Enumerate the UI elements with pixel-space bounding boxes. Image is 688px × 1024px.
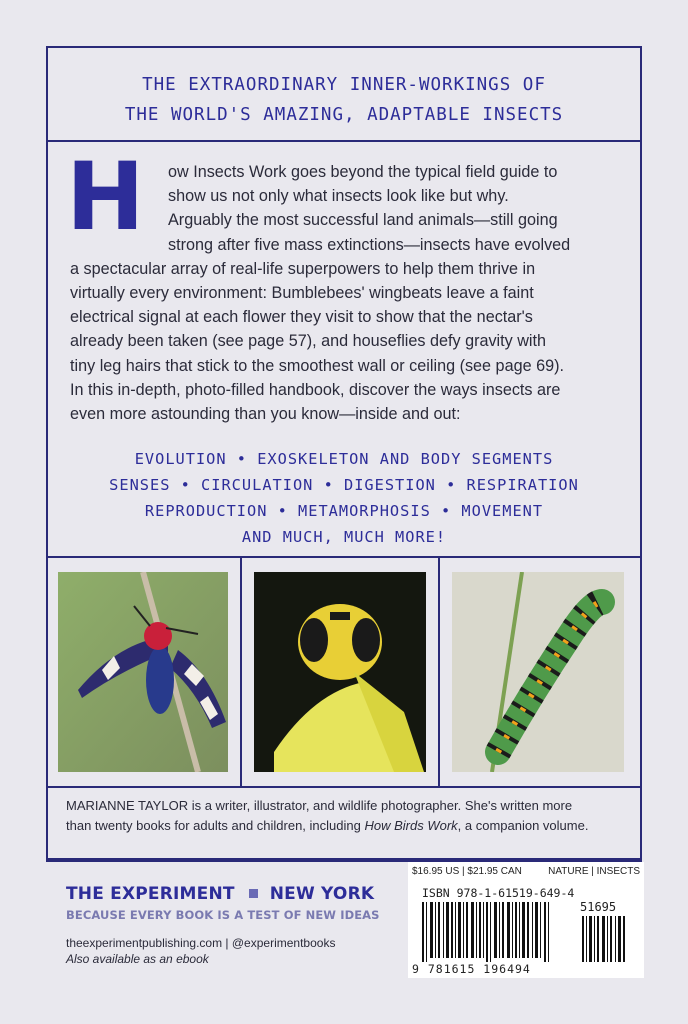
description-line-3: Arguably the most successful land animals—still going (168, 211, 558, 230)
author-name: MARIANNE TAYLOR (66, 798, 189, 813)
description-line-11: even more astounding than you know—inside and out: (70, 405, 461, 424)
description-line-8: already been taken (see page 57), and houseflies defy gravity with (70, 332, 547, 351)
beetle-photo (58, 572, 228, 772)
isbn-number: ISBN 978-1-61519-649-4 (422, 886, 575, 900)
headline (46, 60, 642, 140)
headline-line-2: THE WORLD'S AMAZING, ADAPTABLE INSECTS (124, 105, 564, 125)
publisher-name: THE EXPERIMENT (66, 884, 235, 904)
price-text: $16.95 US | $21.95 CAN (412, 866, 522, 877)
publisher-block (66, 884, 396, 966)
category-label: NATURE | INSECTS (548, 866, 640, 877)
companion-book-title: How Birds Work (364, 818, 458, 833)
publisher-tagline: BECAUSE EVERY BOOK IS A TEST OF NEW IDEAS (66, 908, 380, 922)
bio-text-1: is a writer, illustrator, and wildlife photographer. She's written more (188, 798, 573, 813)
publisher-city: NEW YORK (269, 884, 375, 904)
headline-divider (46, 140, 642, 142)
description-line-1: ow Insects Work goes beyond the typical field guide to (168, 163, 558, 181)
drop-cap: H (66, 143, 145, 252)
bio-text-2: than twenty books for adults and children, including (66, 818, 365, 833)
square-separator-icon (249, 889, 258, 898)
bio-text-3: , a companion volume. (457, 818, 589, 833)
barcode-box (408, 862, 644, 978)
caterpillar-photo (452, 572, 624, 772)
description-line-5: a spectacular array of real-life superpowers to help them thrive in (70, 259, 536, 278)
price-addon-number: 51695 (580, 900, 617, 914)
description-line-7: electrical signal at each flower they visit to show that the nectar's (70, 308, 533, 327)
topics-line-3: REPRODUCTION • METAMORPHOSIS • MOVEMENT (144, 502, 544, 520)
photo-section-top-divider (46, 556, 642, 558)
description-line-4: strong after five mass extinctions—insects have evolved (168, 235, 571, 254)
headline-line-1: THE EXTRAORDINARY INNER-WORKINGS OF (142, 75, 546, 95)
description (70, 160, 630, 426)
ebook-note: Also available as an ebook (66, 952, 209, 966)
ean-number: 9 781615 196494 (412, 962, 531, 976)
photo-divider-1 (240, 556, 242, 788)
topics-line-4: AND MUCH, MUCH MORE! (241, 528, 447, 546)
price (408, 862, 644, 882)
topics-line-1: EVOLUTION • EXOSKELETON AND BODY SEGMENTS (134, 450, 554, 468)
publisher-web: theexperimentpublishing.com | @experimentbooks (66, 936, 336, 950)
wasp-photo (254, 572, 426, 772)
description-line-2: show us not only what insects look like but why. (168, 187, 509, 206)
description-line-6: virtually every environment: Bumblebees' wingbeats leave a faint (70, 284, 534, 303)
topics-line-2: SENSES • CIRCULATION • DIGESTION • RESPIRATION (109, 476, 579, 494)
photo-divider-2 (438, 556, 440, 788)
author-bio (66, 796, 646, 836)
topics-list (46, 446, 642, 550)
description-line-9: tiny leg hairs that stick to the smoothest wall or ceiling (see page 69). (70, 356, 564, 375)
photo-section-bottom-divider (46, 786, 642, 788)
description-line (70, 160, 630, 184)
description-line-10: In this in-depth, photo-filled handbook, discover the ways insects are (70, 380, 561, 399)
